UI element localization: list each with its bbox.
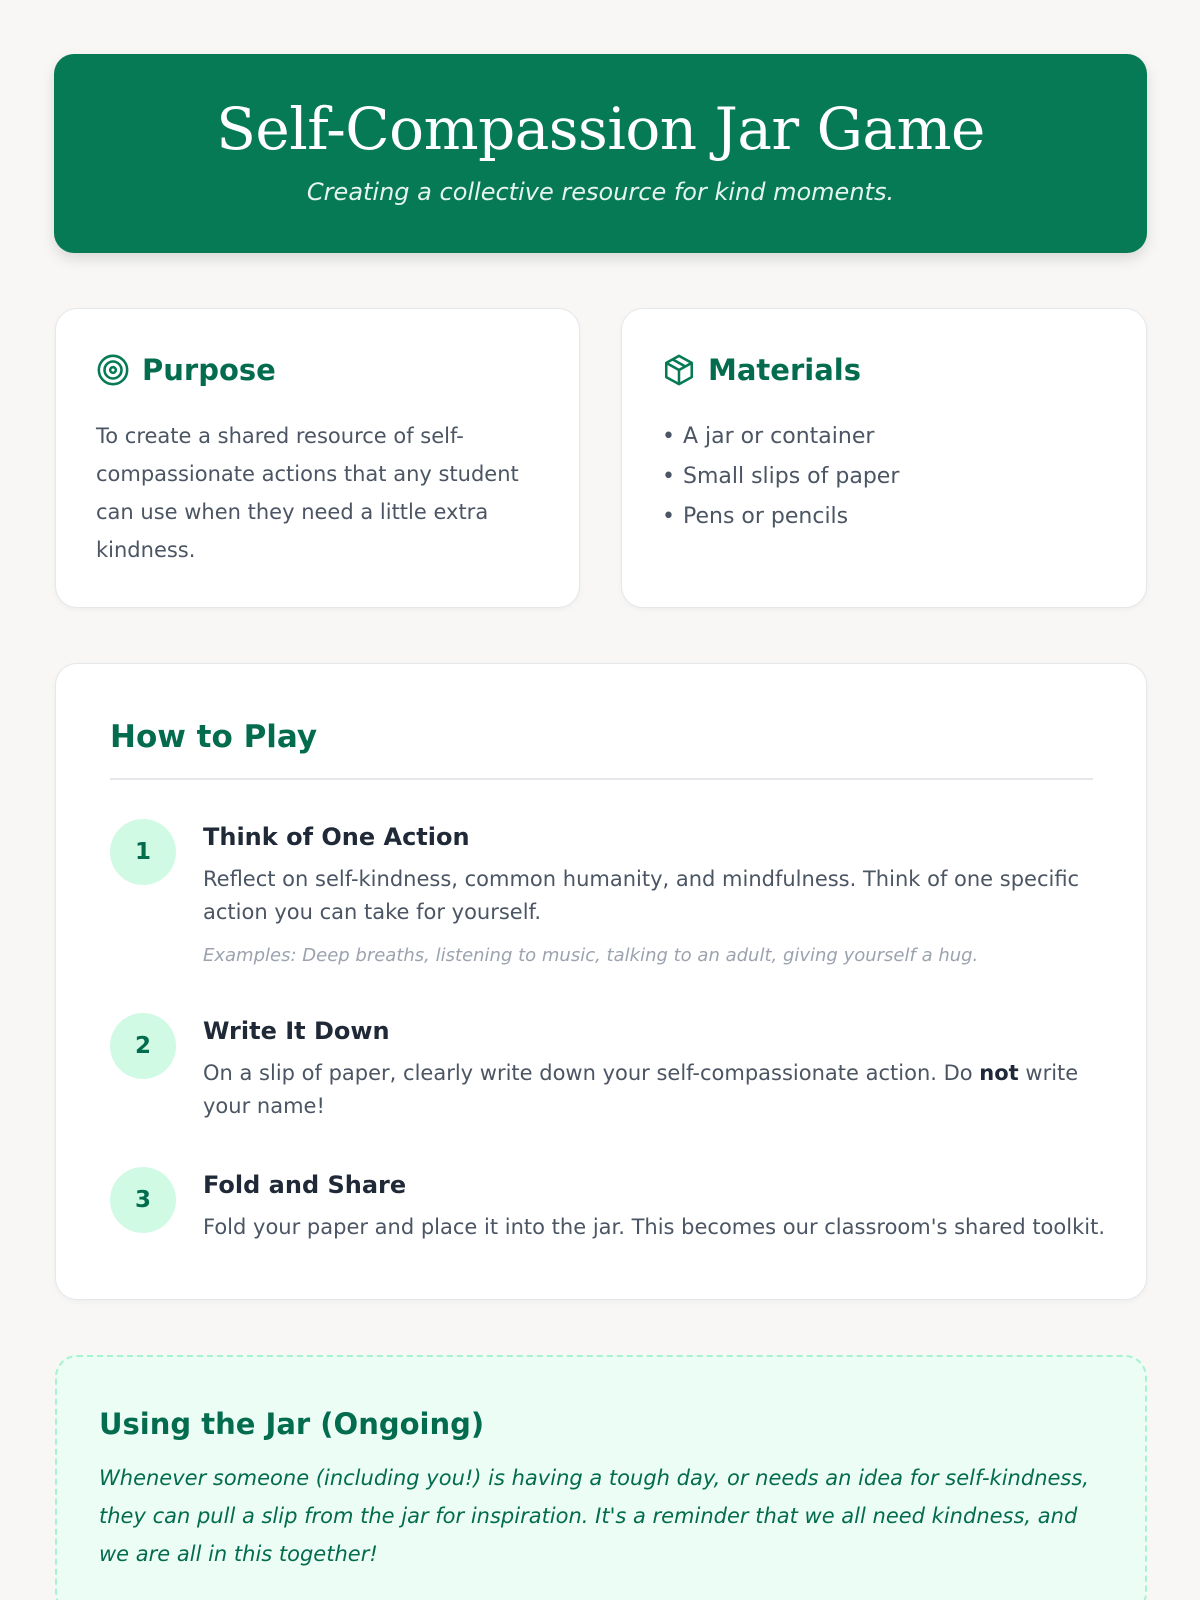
ongoing-callout <box>55 1355 1147 1600</box>
purpose-text: To create a shared resource of self-compassionate actions that any student can use when they need a little extra kindness. <box>96 424 519 562</box>
step-title: Think of One Action <box>203 823 470 851</box>
step-example: Examples: Deep breaths, listening to music, talking to an adult, giving yourself a hug. <box>203 945 979 966</box>
purpose-heading <box>96 353 276 387</box>
materials-item: • Pens or pencils <box>662 497 899 537</box>
step-content <box>203 1013 1113 1123</box>
step-title: Fold and Share <box>203 1171 407 1199</box>
page-title: Self-Compassion Jar Game <box>216 95 985 163</box>
materials-item: • A jar or container <box>662 417 899 457</box>
step-title: Write It Down <box>203 1017 390 1045</box>
step-description-text: On a slip of paper, clearly write down your self-compassionate action. Do <box>203 1061 980 1085</box>
step-content <box>203 819 1113 966</box>
step-description-text: write your name! <box>203 1061 1079 1118</box>
materials-item: • Small slips of paper <box>662 457 899 497</box>
step-number-badge: 1 <box>110 819 176 885</box>
box-icon <box>662 353 696 387</box>
purpose-title: Purpose <box>142 353 276 387</box>
step-description: Fold your paper and place it into the jar. This becomes our classroom's shared toolkit. <box>203 1215 1105 1239</box>
step-description-emphasis: not <box>979 1061 1019 1085</box>
page-subtitle: Creating a collective resource for kind moments. <box>306 178 895 206</box>
page-header <box>54 54 1147 253</box>
step-number-badge: 3 <box>110 1167 176 1233</box>
how-to-play-title: How to Play <box>110 719 318 755</box>
how-to-play-card <box>55 663 1147 1300</box>
target-icon <box>96 353 130 387</box>
materials-card <box>621 308 1147 608</box>
purpose-card <box>55 308 580 608</box>
step-number-badge: 2 <box>110 1013 176 1079</box>
materials-list <box>662 417 899 537</box>
step-description: Reflect on self-kindness, common humanity, and mindfulness. Think of one specific action you can take for yourself. <box>203 867 1080 924</box>
section-divider <box>110 778 1093 780</box>
materials-heading <box>662 353 861 387</box>
materials-title: Materials <box>708 353 861 387</box>
step-content <box>203 1167 1113 1244</box>
ongoing-text: Whenever someone (including you!) is having a tough day, or needs an idea for self-kindness, they can pull a slip from the jar for inspiration. It's a reminder that we all need kindness, and we are all in this together! <box>99 1466 1089 1566</box>
step-description <box>203 1057 1113 1123</box>
ongoing-title: Using the Jar (Ongoing) <box>99 1407 485 1441</box>
